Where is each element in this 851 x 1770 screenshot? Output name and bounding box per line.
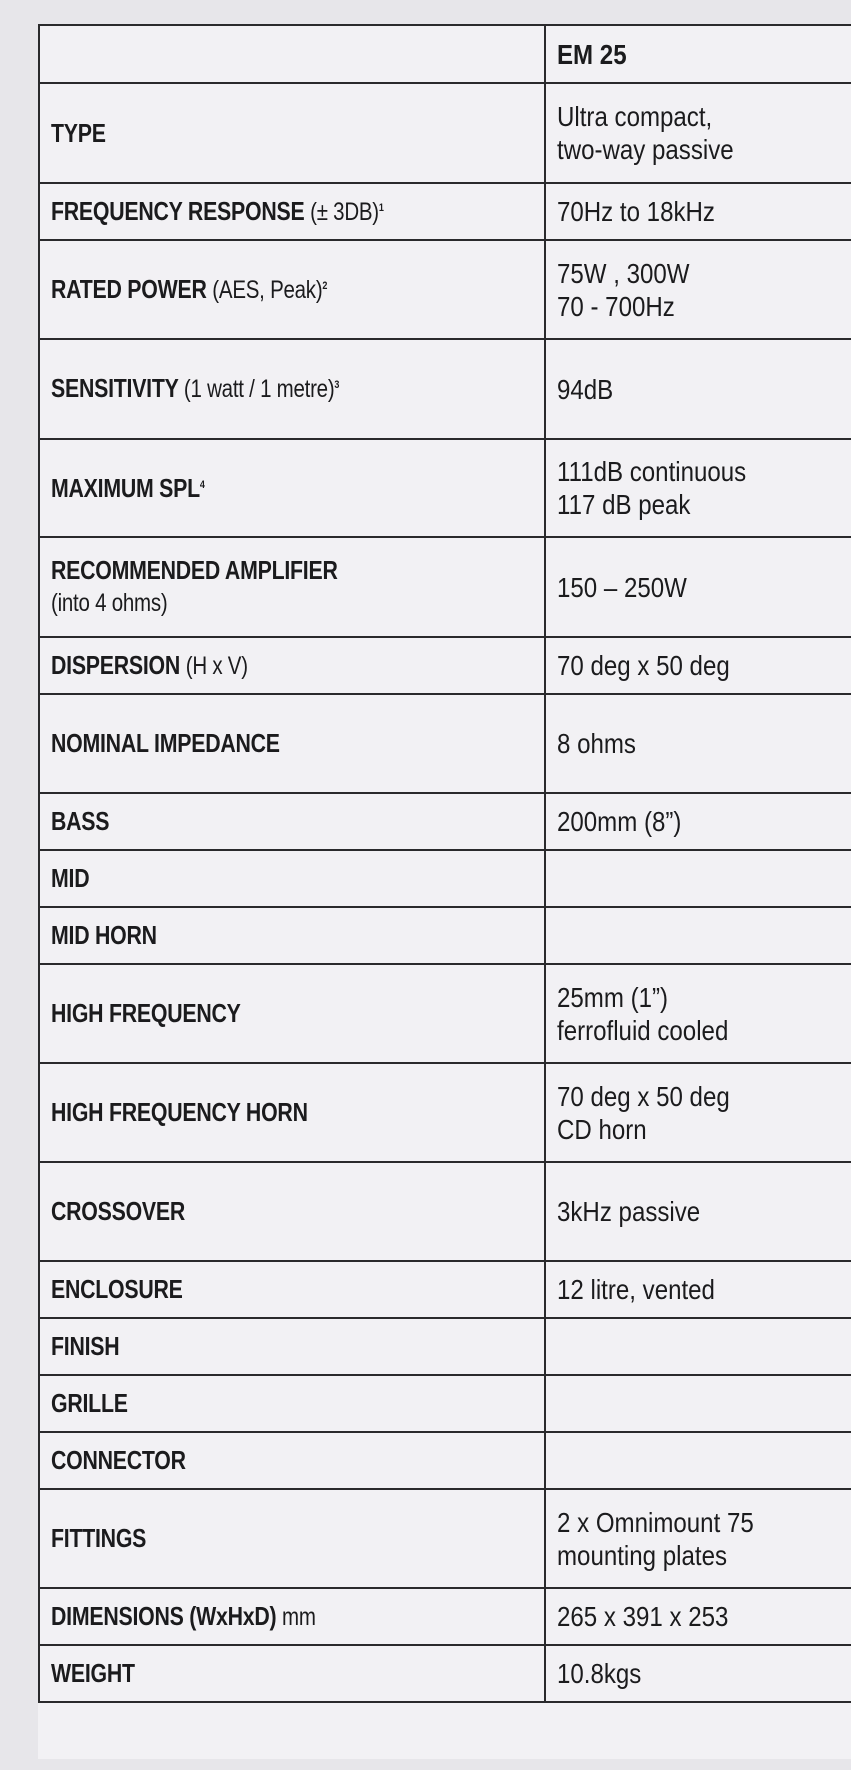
spec-row — [39, 439, 851, 537]
spec-row — [39, 1645, 851, 1702]
spec-value-line: 70Hz to 18kHz — [557, 196, 715, 227]
spec-row — [39, 183, 851, 240]
footnote-marker: 3 — [334, 379, 340, 391]
spec-label — [51, 1600, 316, 1634]
spec-value-cell — [545, 1432, 851, 1489]
spec-row — [39, 537, 851, 637]
spec-value-line: 94dB — [557, 373, 614, 405]
spec-value-line: 70 - 700Hz — [557, 290, 675, 322]
spec-label-text: MAXIMUM SPL — [51, 472, 200, 503]
spec-value-line: 10.8kgs — [557, 1658, 642, 1689]
spec-label — [51, 117, 106, 150]
spec-value-line: ferrofluid cooled — [557, 1014, 729, 1046]
spec-label-text: GRILLE — [51, 1388, 128, 1418]
spec-label-detail: (± 3DB) — [310, 197, 379, 226]
spec-row — [39, 1063, 851, 1162]
spec-label-text: CONNECTOR — [51, 1445, 186, 1475]
spec-value-cell — [545, 439, 851, 537]
spec-value-line: 12 litre, vented — [557, 1274, 715, 1305]
spec-value-line — [557, 1330, 564, 1363]
spec-label-cell — [39, 439, 545, 537]
spec-value-line: 75W , 300W — [557, 257, 690, 289]
spec-value-cell — [545, 1063, 851, 1162]
spec-label-cell — [39, 1162, 545, 1261]
spec-label-cell — [39, 694, 545, 793]
spec-value-line: 265 x 391 x 253 — [557, 1601, 729, 1632]
spec-label-text: DIMENSIONS (WxHxD) — [51, 1600, 277, 1631]
spec-row — [39, 83, 851, 183]
spec-label-detail: (AES, Peak) — [212, 275, 323, 304]
spec-value-cell — [545, 1162, 851, 1261]
spec-value-cell — [545, 1318, 851, 1375]
spec-value-cell — [545, 1489, 851, 1588]
spec-label-text: RATED POWER — [51, 273, 207, 304]
spec-value-cell — [545, 793, 851, 850]
spec-value-line: Ultra compact, — [557, 101, 713, 132]
spec-value-cell — [545, 240, 851, 339]
spec-label-cell — [39, 1588, 545, 1645]
spec-row — [39, 339, 851, 439]
spec-value-cell — [545, 850, 851, 907]
spec-value-line: 3kHz passive — [557, 1196, 701, 1227]
spec-label-cell — [39, 637, 545, 694]
spec-value-line: CD horn — [557, 1113, 647, 1145]
spec-value-cell — [545, 339, 851, 439]
spec-value-line: 25mm (1”) — [557, 981, 669, 1013]
header-row — [39, 25, 851, 83]
spec-label-cell — [39, 793, 545, 850]
spec-value-line — [557, 862, 564, 895]
spec-label — [51, 1387, 128, 1420]
spec-label-text: SENSITIVITY — [51, 373, 179, 403]
spec-value-cell — [545, 907, 851, 964]
spec-label-text: FITTINGS — [51, 1523, 147, 1553]
spec-row — [39, 1162, 851, 1261]
model-header — [545, 25, 851, 83]
spec-value-line: 200mm (8”) — [557, 806, 682, 837]
spec-label-text: NOMINAL IMPEDANCE — [51, 728, 280, 758]
spec-label-text: DISPERSION — [51, 649, 181, 680]
spec-value-cell — [545, 964, 851, 1063]
spec-value-line: 150 – 250W — [557, 571, 687, 603]
spec-row — [39, 850, 851, 907]
spec-label — [51, 554, 338, 587]
spec-label-text: MID HORN — [51, 920, 157, 950]
spec-value-line: 111dB continuous — [557, 456, 747, 487]
spec-value-line: 2 x Omnimount 75 — [557, 1506, 754, 1538]
spec-value-cell — [545, 694, 851, 793]
spec-row — [39, 907, 851, 964]
spec-value-line: 117 dB peak — [557, 489, 691, 520]
spec-label-cell — [39, 1318, 545, 1375]
spec-label — [51, 1330, 119, 1363]
spec-label — [51, 1657, 135, 1690]
spec-value-cell — [545, 537, 851, 637]
spec-value-cell — [545, 1261, 851, 1318]
spec-row — [39, 694, 851, 793]
footnote-marker: 1 — [378, 201, 384, 214]
spec-label — [51, 805, 109, 838]
spec-label-cell — [39, 1063, 545, 1162]
spec-label-detail: (1 watt / 1 metre) — [183, 375, 335, 403]
spec-label-cell — [39, 964, 545, 1063]
spec-label-text: BASS — [51, 806, 110, 836]
spec-label-text: ENCLOSURE — [51, 1274, 183, 1304]
spec-label — [51, 195, 384, 229]
spec-label — [51, 1096, 308, 1129]
footnote-marker: 2 — [322, 279, 328, 292]
spec-label-cell — [39, 1261, 545, 1318]
spec-label-text: FINISH — [51, 1331, 120, 1361]
spec-row — [39, 240, 851, 339]
spec-label-detail: mm — [282, 1602, 316, 1631]
spec-value-line: two-way passive — [557, 134, 734, 165]
spec-value-line: mounting plates — [557, 1539, 728, 1571]
spec-label-text: HIGH FREQUENCY HORN — [51, 1097, 308, 1127]
spec-row — [39, 1588, 851, 1645]
spec-table — [38, 24, 851, 1703]
spec-label — [51, 649, 248, 683]
spec-label — [51, 1195, 185, 1228]
spec-label-text: MID — [51, 863, 90, 893]
footnote-marker: 4 — [199, 478, 205, 491]
spec-label — [51, 1273, 183, 1306]
spec-label — [51, 862, 89, 895]
spec-label — [51, 1444, 186, 1477]
spec-label — [51, 372, 339, 406]
spec-label — [51, 273, 327, 307]
spec-label-text: CROSSOVER — [51, 1196, 186, 1226]
spec-label-cell — [39, 240, 545, 339]
spec-row — [39, 1489, 851, 1588]
spec-value-line: 70 deg x 50 deg — [557, 650, 730, 681]
header-blank-cell — [39, 25, 545, 83]
spec-label-cell — [39, 83, 545, 183]
spec-value-line: 70 deg x 50 deg — [557, 1080, 730, 1112]
model-name: EM 25 — [557, 38, 627, 70]
spec-value-cell — [545, 637, 851, 694]
spec-label-cell — [39, 339, 545, 439]
spec-label-cell — [39, 850, 545, 907]
spec-row — [39, 1432, 851, 1489]
spec-value-line — [557, 919, 564, 952]
spec-row — [39, 637, 851, 694]
spec-label — [51, 472, 205, 505]
spec-row — [39, 1318, 851, 1375]
spec-label-cell — [39, 907, 545, 964]
spec-label-cell — [39, 1432, 545, 1489]
spec-row — [39, 1261, 851, 1318]
spec-label-detail: (into 4 ohms) — [51, 589, 168, 617]
spec-label-detail: (H x V) — [185, 651, 248, 680]
spec-value-cell — [545, 1375, 851, 1432]
spec-value-line — [557, 1444, 564, 1477]
spec-row — [39, 793, 851, 850]
spec-value-cell — [545, 1645, 851, 1702]
spec-value-line: 8 ohms — [557, 728, 636, 759]
spec-label-cell — [39, 1375, 545, 1432]
spec-label — [51, 919, 157, 952]
spec-label-text: FREQUENCY RESPONSE — [51, 195, 305, 226]
spec-value-cell — [545, 1588, 851, 1645]
spec-label-text: HIGH FREQUENCY — [51, 998, 241, 1028]
spec-label — [51, 727, 280, 760]
spec-label-cell — [39, 537, 545, 637]
spec-label — [51, 997, 241, 1030]
spec-label-cell — [39, 183, 545, 240]
spec-label-cell — [39, 1645, 545, 1702]
spec-label-text: TYPE — [51, 117, 106, 148]
spec-value-cell — [545, 183, 851, 240]
spec-value-cell — [545, 83, 851, 183]
spec-label-text: WEIGHT — [51, 1658, 135, 1688]
spec-label-text: RECOMMENDED AMPLIFIER — [51, 555, 338, 585]
spec-label-cell — [39, 1489, 545, 1588]
spec-row — [39, 1375, 851, 1432]
spec-label — [51, 1522, 146, 1555]
spec-value-line — [557, 1387, 564, 1420]
spec-row — [39, 964, 851, 1063]
